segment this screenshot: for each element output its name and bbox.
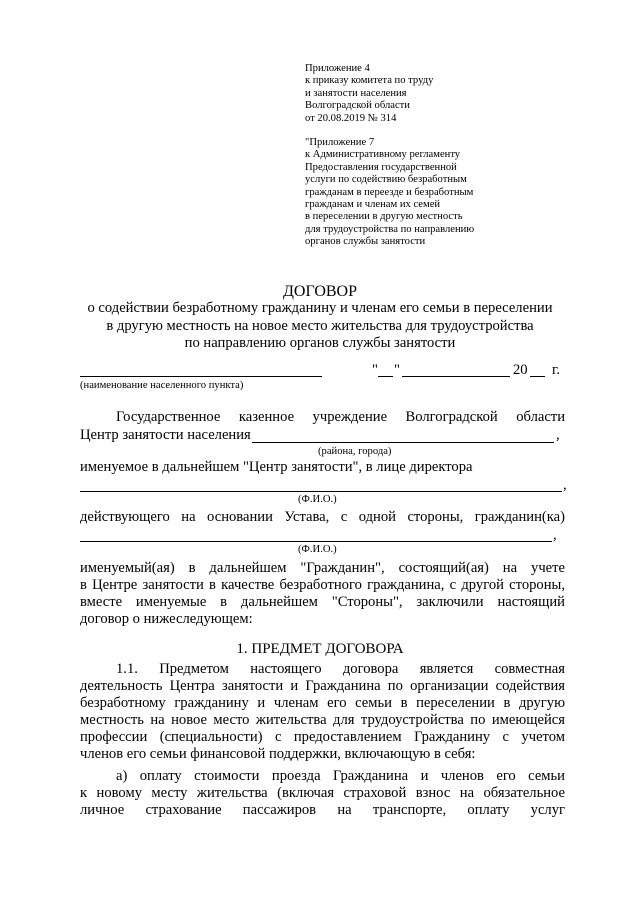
comma: , (563, 477, 567, 493)
section-1-heading: 1. ПРЕДМЕТ ДОГОВОРА (236, 641, 404, 657)
comma: , (556, 427, 560, 443)
appendix-line: к Административному регламенту (305, 149, 461, 161)
place-blank-line (80, 376, 322, 377)
appendix-line: органов службы занятости (305, 236, 426, 248)
appendix-4-header (305, 63, 433, 125)
p11-line: местность на новое место жительства для трудоустройства по имеющейся (80, 712, 565, 728)
subtitle-line: о содействии безработному гражданину и членам его семьи в переселении (87, 300, 553, 316)
appendix-line: от 20.08.2019 № 314 (305, 112, 397, 124)
appendix-line: Волгоградской области (305, 100, 410, 112)
center-name-blank (252, 442, 554, 443)
intro-para-line: договор о нижеследующем: (80, 611, 253, 627)
subtitle-line: в другую местность на новое место жительства для трудоустройства (106, 317, 534, 334)
intro-line-2: Центр занятости населения (80, 427, 251, 443)
appendix-line: Приложение 4 (305, 63, 370, 74)
region-hint: (района, города) (318, 446, 392, 457)
appendix-line: "Приложение 7 (305, 137, 375, 148)
appendix-line: к приказу комитета по труду (305, 75, 434, 87)
date-year-blank (530, 376, 545, 377)
date-quote-close: " (394, 362, 400, 378)
date-month-blank (402, 376, 510, 377)
appendix-line: Предоставления государственной (305, 161, 457, 173)
intro-para-line: вместе именуемые в дальнейшем "Стороны", заключили настоящий (80, 594, 565, 610)
comma: , (553, 527, 557, 543)
intro-line-1: Государственное казенное учреждение Волгоградской области (116, 409, 565, 425)
p11-line: деятельность Центра занятости и Гражданина по организации содействия (80, 678, 565, 694)
intro-line-3: именуемое в дальнейшем "Центр занятости", в лице директора (80, 459, 473, 475)
intro-para-line: в Центре занятости в качестве безработного гражданина, с другой стороны, (80, 577, 565, 593)
fio-hint: (Ф.И.О.) (298, 494, 337, 505)
p11-line: 1.1. Предметом настоящего договора является совместная (116, 661, 565, 677)
subtitle-line: по направлению органов службы занятости (184, 335, 456, 351)
pa-line: личное страхование пассажиров на транспорте, оплату услуг (80, 802, 565, 818)
appendix-line: гражданам в переезде и безработным (305, 186, 474, 198)
p11-line: членов его семьи финансовой поддержки, включающую в себя: (80, 746, 476, 762)
p11-line: безработному гражданину и членам его семьи в переселении в другую (80, 695, 565, 711)
appendix-7-header (305, 137, 474, 249)
appendix-line: гражданам и членам их семей (305, 199, 441, 211)
intro-para-line: именуемый(ая) в дальнейшем "Гражданин", состоящий(ая) на учете (80, 560, 565, 576)
appendix-line: для трудоустройства по направлению (305, 223, 475, 235)
date-year-prefix: 20 (513, 362, 528, 378)
place-hint: (наименование населенного пункта) (80, 380, 244, 391)
date-year-suffix: г. (552, 362, 560, 378)
appendix-line: и занятости населения (305, 87, 407, 99)
citizen-fio-blank (80, 541, 552, 542)
p11-line: профессии (специальности) с предоставлением Гражданину с учетом (80, 729, 565, 745)
fio-hint: (Ф.И.О.) (298, 544, 337, 555)
date-day-blank (378, 376, 393, 377)
document-title: ДОГОВОР (283, 283, 357, 300)
appendix-line: услуги по содействию безработным (305, 174, 467, 186)
director-fio-blank (80, 491, 562, 492)
document-subtitle (60, 300, 580, 353)
date-quote-open: " (372, 362, 378, 378)
pa-line: а) оплату стоимости проезда Гражданина и членов его семьи (116, 768, 565, 784)
pa-line: к новому месту жительства (включая страховой взнос на обязательное (80, 785, 565, 801)
appendix-line: в переселении в другую местность (305, 211, 463, 223)
intro-line-5: действующего на основании Устава, с одной стороны, гражданин(ка) (80, 509, 565, 525)
